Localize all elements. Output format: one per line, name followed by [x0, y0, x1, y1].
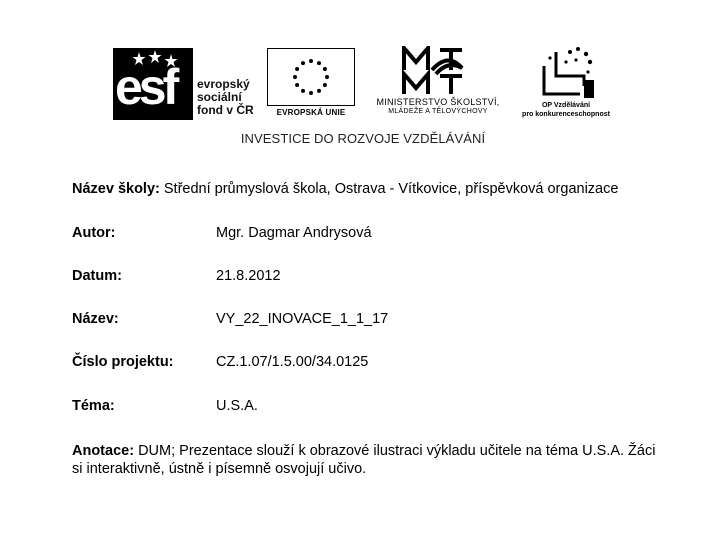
anotace-label: Anotace: — [72, 443, 135, 459]
esf-caption-line: evropský — [197, 77, 250, 91]
msmt-caption-line2: MLÁDEŽE A TĚLOVÝCHOVY — [388, 108, 488, 115]
projekt-label: Číslo projektu: — [72, 354, 174, 370]
anotace-paragraph — [72, 442, 662, 478]
esf-caption-line: fond v ČR — [197, 103, 254, 117]
tema-value: U.S.A. — [216, 398, 258, 414]
esf-caption-line: sociální — [197, 90, 242, 104]
esf-logo — [113, 48, 256, 120]
projekt-value: CZ.1.07/1.5.00/34.0125 — [216, 354, 369, 370]
msmt-caption-line1: MINISTERSTVO ŠKOLSTVÍ, — [376, 97, 500, 107]
esf-caption — [197, 78, 254, 117]
autor-value: Mgr. Dagmar Andrysová — [216, 225, 372, 241]
datum-label: Datum: — [72, 268, 122, 284]
autor-label: Autor: — [72, 225, 116, 241]
nazev-value: VY_22_INOVACE_1_1_17 — [216, 311, 389, 327]
tema-label: Téma: — [72, 398, 115, 414]
eu-label: EVROPSKÁ UNIE — [276, 108, 346, 117]
datum-row — [72, 267, 281, 285]
skola-label: Název školy: — [72, 181, 160, 197]
eu-logo — [267, 48, 355, 120]
op-vk-logo — [516, 46, 616, 124]
anotace-value: DUM; Prezentace slouží k obrazové ilustraci výkladu učitele na téma U.S.A. Žáci si interaktivně, ústně i písemně osvojují učivo. — [72, 443, 656, 477]
tema-row — [72, 397, 258, 415]
op-vk-icon — [540, 46, 596, 100]
esf-wordmark: esf — [115, 59, 176, 115]
skola-value: Střední průmyslová škola, Ostrava - Vítkovice, příspěvková organizace — [163, 181, 619, 197]
msmt-monogram-icon — [400, 46, 470, 96]
op-caption-line2: pro konkurenceschopnost — [522, 111, 610, 118]
esf-logo-mark — [113, 48, 193, 120]
autor-row — [72, 224, 372, 242]
investice-tagline: INVESTICE DO ROZVOJE VZDĚLÁVÁNÍ — [240, 131, 486, 146]
msmt-logo — [362, 46, 514, 124]
op-caption-line1: OP Vzdělávání — [541, 102, 591, 109]
datum-value: 21.8.2012 — [216, 268, 281, 284]
nazev-row — [72, 310, 389, 328]
skola-row — [72, 180, 618, 198]
eu-flag-icon — [267, 48, 355, 106]
projekt-row — [72, 353, 369, 371]
nazev-label: Název: — [72, 311, 119, 327]
